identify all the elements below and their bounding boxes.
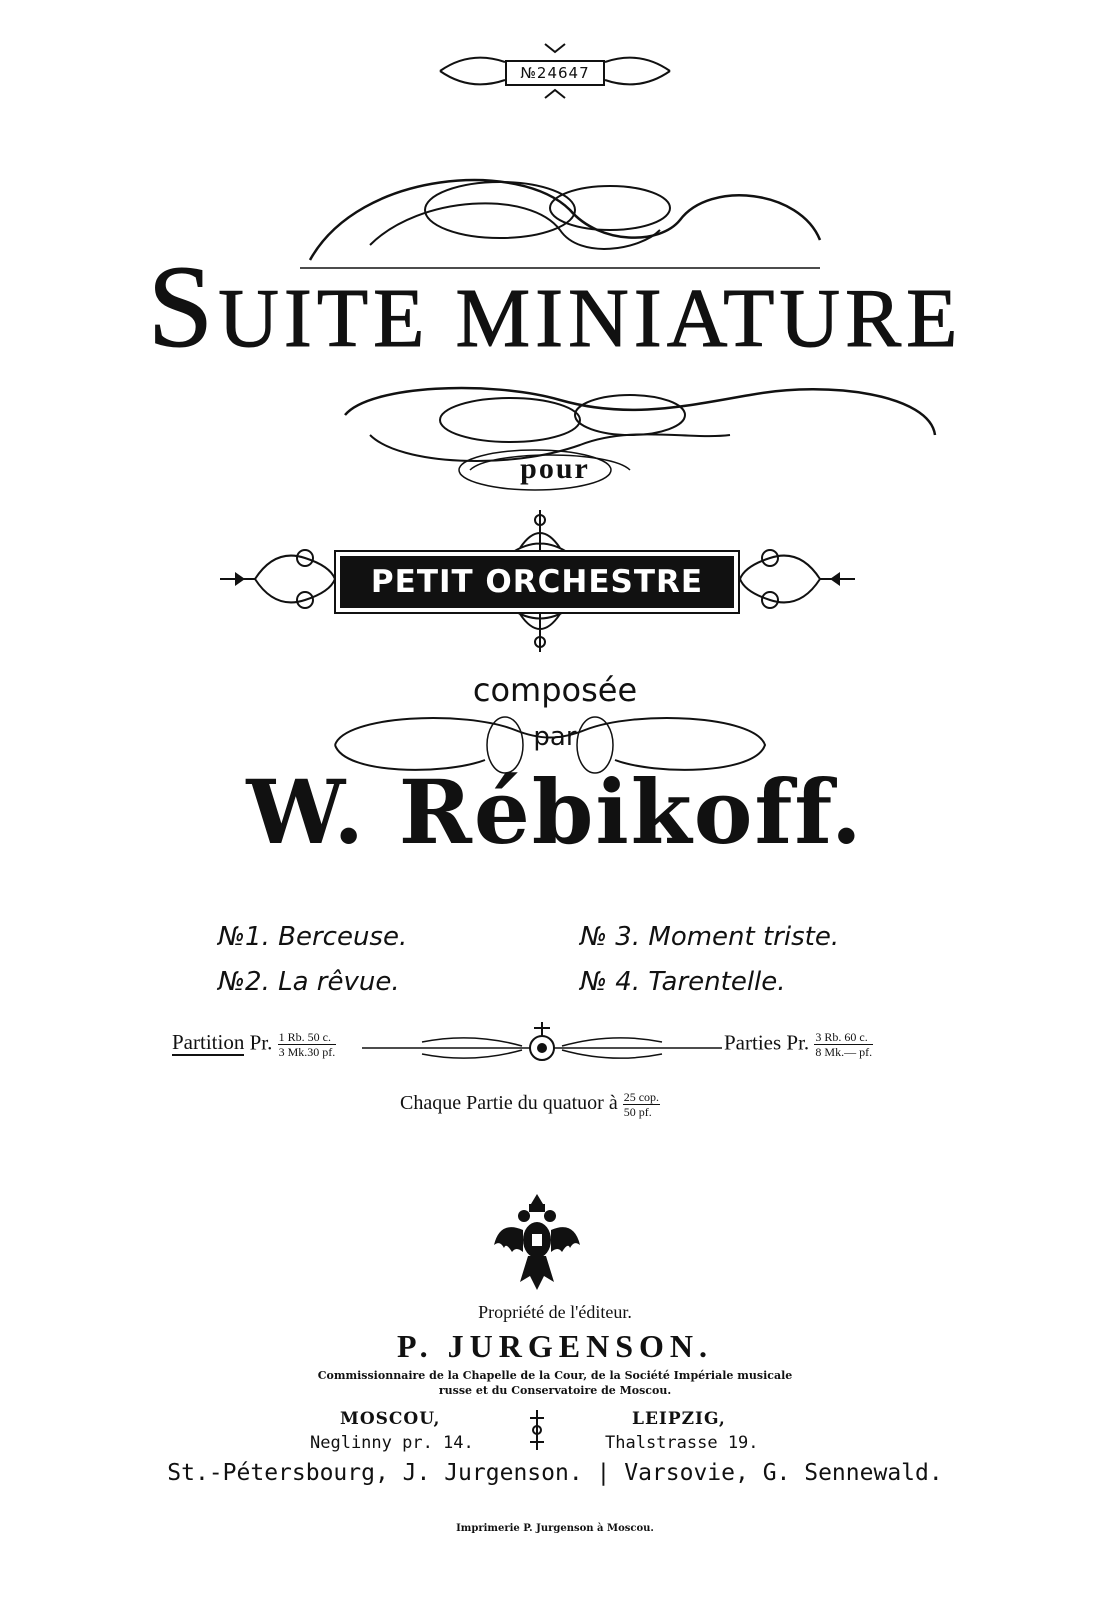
city-divider-ornament [526,1408,548,1452]
commission-line-1: Commissionnaire de la Chapelle de la Cour, de la Société Impériale musicale [317,1369,793,1382]
ensemble-banner [340,556,734,608]
movement-3 [580,922,839,952]
movement-4 [580,967,786,997]
movement-2 [218,967,400,997]
plate-number: №24647 [505,60,605,86]
composee-label: composée [472,671,638,709]
banner-ornament-top [500,508,580,556]
banner-ornament-bottom [500,606,580,654]
printer-line: Imprimerie P. Jurgenson à Moscou. [456,1523,654,1534]
chaque-label: Chaque Partie du quatuor à [400,1092,618,1115]
banner-ornament-right [735,538,860,620]
parties-label: Parties [724,1030,782,1055]
parties-fraction [814,1030,873,1059]
pour-label: pour [520,452,590,485]
movement-number: №1. [218,922,270,952]
partition-label: Partition [172,1030,245,1055]
chaque-price-cop: 25 cop. [623,1090,660,1104]
movement-name: Tarentelle. [648,967,786,997]
partition-price-rb: 1 Rb. 50 c. [278,1030,337,1045]
movement-number: № 4. [580,967,641,997]
partition-fraction [278,1030,337,1059]
parties-price [724,1030,873,1059]
price-divider-ornament [362,1018,722,1074]
chaque-partie-line [400,1090,660,1119]
par-label: par [533,722,577,752]
propriete-line: Propriété de l'éditeur. [478,1302,632,1322]
moscou-city: MOSCOU, [340,1409,441,1429]
chaque-fraction [623,1090,660,1119]
publisher-name: P. JURGENSON. [397,1328,713,1364]
movement-name: La rêvue. [278,967,400,997]
imperial-eagle-emblem [490,1190,585,1295]
leipzig-city: LEIPZIG, [632,1409,726,1429]
partition-pr: Pr. [249,1030,273,1055]
main-title [0,241,1110,372]
banner-ornament-left [215,538,340,620]
movement-number: № 3. [580,922,641,952]
title-rest: UITE MINIATURE [218,272,963,365]
parties-price-rb: 3 Rb. 60 c. [814,1030,873,1045]
commission-line-2: russe et du Conservatoire de Moscou. [438,1384,672,1397]
movement-number: №2. [218,967,270,997]
leipzig-address: Thalstrasse 19. [605,1433,759,1453]
movement-name: Berceuse. [278,922,408,952]
composer-name: W. Rébikoff. [246,760,864,864]
title-initial: S [147,241,219,372]
movement-1 [218,922,407,952]
partition-price-mk: 3 Mk.30 pf. [278,1045,336,1059]
parties-pr: Pr. [786,1030,810,1055]
partition-price [172,1030,336,1059]
chaque-price-pf: 50 pf. [623,1105,652,1119]
branches-line: St.-Pétersbourg, J. Jurgenson. | Varsovie, G. Sennewald. [167,1460,943,1486]
movement-name: Moment triste. [648,922,840,952]
moscou-address: Neglinny pr. 14. [310,1433,474,1453]
ensemble-label: PETIT ORCHESTRE [370,564,704,600]
parties-price-mk: 8 Mk.— pf. [815,1045,873,1059]
